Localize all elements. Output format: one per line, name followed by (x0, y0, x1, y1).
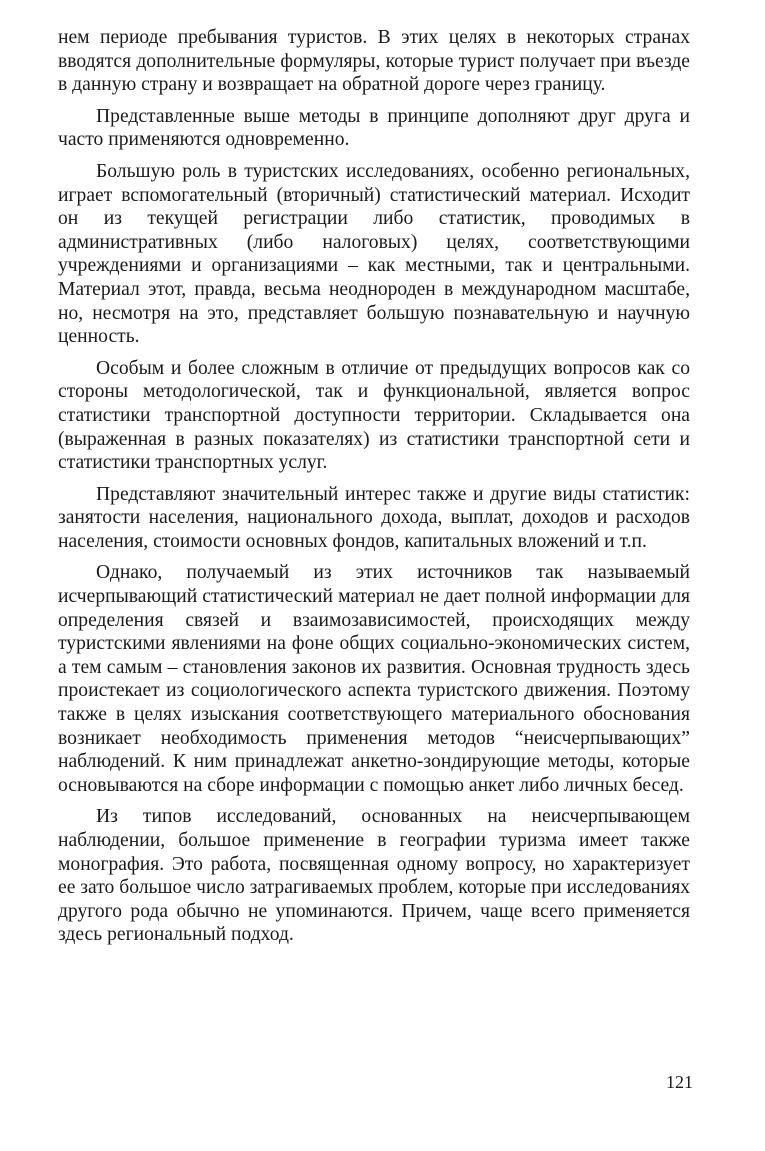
document-page (58, 26, 690, 1136)
paragraph-1: нем периоде пребывания туристов. В этих целях в некоторых странах вводятся дополнительные формуляры, которые турист получает при въезде в данную страну и возвращает на обратной дороге через границу. (58, 27, 690, 96)
page-number: 121 (666, 1072, 693, 1092)
paragraph-5: Представляют значительный интерес также и другие виды статистик: занятости населения, национального дохода, выплат, доходов и расходов населения, стоимости основных фондов, капитальных вложений и т.п. (58, 483, 690, 552)
paragraph-3: Большую роль в туристских исследованиях, особенно региональных, играет вспомогательный (вторичный) статистический материал. Исходит он из текущей регистрации либо статистик, проводимых в административных (либо налоговых) целях, соответствующими учреждениями и организациями – как местными, так и центральными. Материал этот, правда, весьма неоднороден в международном масштабе, но, несмотря на это, представляет большую познавательную и научную ценность. (58, 160, 690, 348)
paragraph-4: Особым и более сложным в отличие от предыдущих вопросов как со стороны методологической, так и функциональной, является вопрос статистики транспортной доступности территории. Складывается она (выраженная в разных показателях) из статистики транспортной сети и статистики транспортных услуг. (58, 357, 690, 474)
paragraph-2: Представленные выше методы в принципе дополняют друг друга и часто применяются одновременно. (58, 105, 690, 151)
paragraph-7: Из типов исследований, основанных на неисчерпывающем наблюдении, большое применение в географии туризма имеет также монография. Это работа, посвященная одному вопросу, но характеризует ее зато большое число затрагиваемых проблем, которые при исследованиях другого рода обычно не упоминаются. Причем, чаще всего применяется здесь региональный подход. (58, 806, 691, 946)
paragraph-6: Однако, получаемый из этих источников так называемый исчерпывающий статистический материал не дает полной информации для определения связей и взаимозависимостей, происходящих между туристскими явлениями на фоне общих социально-экономических систем, а тем самым – становления законов их развития. Основная трудность здесь проистекает из социологического аспекта туристского движения. Поэтому также в целях изыскания соответствующего материального обоснования возникает необходимость применения методов “неисчерпывающих” наблюдений. К ним принадлежат анкетно-зондирующие методы, которые основываются на сборе информации с помощью анкет либо личных бесед. (58, 562, 690, 796)
